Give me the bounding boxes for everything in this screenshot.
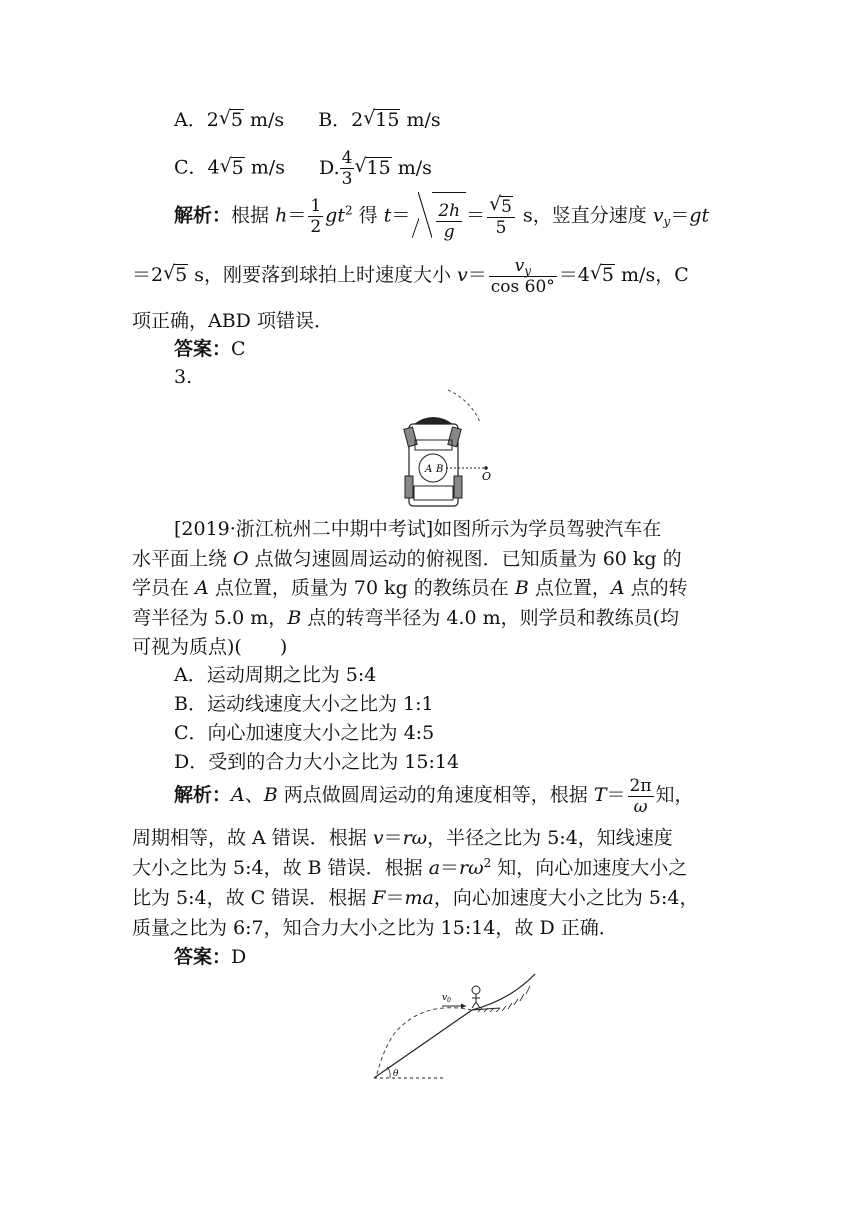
option-a: A．2√ 5 m/s B．2√ 15 m/s [174, 108, 441, 132]
skier-head [472, 986, 480, 994]
q3-stem-line4: 弯半径为 5.0 m，B 点的转弯半径为 4.0 m，则学员和教练员(均 [132, 607, 680, 629]
q3-option-d: D．受到的合力大小之比为 15:14 [174, 751, 460, 773]
answer-q3: 答案：D [174, 946, 247, 968]
solution-q2-line2: ＝2√ 5 s，刚要落到球拍上时速度大小 v＝ $\frac{v_y}{\cos 60^\circ}$ ＝4√ 5 m/s，C [132, 250, 689, 300]
v0-arrow-head [461, 1004, 466, 1009]
upper-slope-curve [472, 974, 535, 1010]
q3-stem-line3: 学员在 A 点位置，质量为 70 kg 的教练员在 B 点位置，A 点的转 [132, 577, 688, 599]
q3-option-b: B．运动线速度大小之比为 1:1 [174, 693, 434, 715]
solution-q3-line5: 质量之比为 6:7，知合力大小之比为 15:14，故 D 正确． [132, 917, 618, 939]
q3-option-c: C．向心加速度大小之比为 4:5 [174, 722, 435, 744]
solution-q2-line1: 解析：根据 h＝ $\frac{1}{2}$ $gt^2$ 得 t＝ $\frac{2h}{g}$ ＝ √ $\frac{5}{5}$ s，竖直分速度 $v_y=gt$ [174, 188, 709, 245]
label-o: O [482, 470, 492, 483]
option-d: D. $\frac{4}{3}$ √ 15 m/s [319, 157, 432, 179]
ground-hatching [478, 986, 530, 1012]
answer-q2: 答案：C [174, 338, 246, 360]
car-hood [414, 417, 453, 424]
solution-q2-line3: 项正确，ABD 项错误． [132, 310, 333, 332]
solution-q3-line3: 大小之比为 5:4，故 B 错误．根据 $a=r\omega^2$ 知，向心加速度大小之 [132, 856, 688, 879]
option-c: C．4√ 5 m/s D. $\frac{4}{3}$ √ 15 m/s [174, 148, 432, 189]
theta-label: θ [393, 1069, 399, 1079]
rear-right-wheel [454, 476, 462, 498]
solution-q3-line4: 比为 5:4，故 C 错误．根据 F＝ma，向心加速度大小之比为 5:4， [132, 887, 699, 909]
label-a: A [425, 464, 433, 475]
solution-q3-line1: 解析：A、B 两点做圆周运动的角速度相等，根据 T＝ $\frac{2\pi}{\omega}$ 知， [174, 775, 694, 817]
q3-stem-line2: 水平面上绕 O 点做匀速圆周运动的俯视图．已知质量为 60 kg 的 [132, 548, 682, 570]
car-top-view-figure [400, 384, 510, 508]
question-3-number: 3. [174, 366, 193, 388]
solution-q3-line2: 周期相等，故 A 错误．根据 v＝rω，半径之比为 5:4，知线速度 [132, 827, 673, 849]
rear-left-wheel [405, 476, 413, 498]
dashed-arc [448, 390, 480, 422]
skier-body [472, 994, 480, 1008]
option-b: B．2√ 15 m/s [318, 109, 440, 131]
incline-line [374, 1010, 472, 1078]
q3-stem-line5: 可视为质点)( ) [132, 636, 288, 658]
q3-option-a: A．运动周期之比为 5:4 [174, 664, 377, 686]
ski-slope-figure [360, 970, 540, 1085]
q3-stem-line1: [2019·浙江杭州二中期中考试]如图所示为学员驾驶汽车在 [174, 518, 662, 540]
label-b: B [436, 464, 444, 475]
v0-label: $v_0$ [442, 993, 451, 1004]
